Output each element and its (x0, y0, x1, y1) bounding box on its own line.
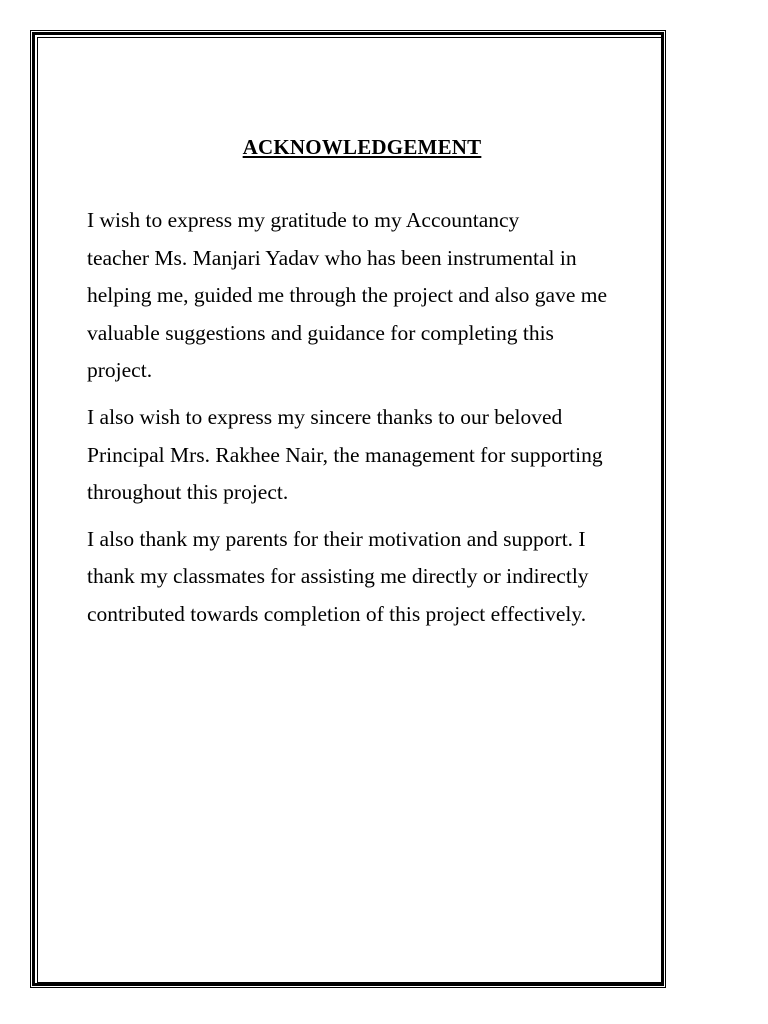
text-line: project. (87, 358, 153, 383)
page-title: ACKNOWLEDGEMENT (242, 135, 482, 159)
text-line: I wish to express my gratitude to my Accountancy (87, 208, 520, 232)
text-line: thank my classmates for assisting me directly or indirectly (87, 564, 589, 589)
document-body (87, 202, 659, 643)
text-line: I also wish to express my sincere thanks to our beloved (87, 404, 563, 429)
paragraph-3 (87, 521, 659, 634)
paragraph-1 (87, 202, 659, 390)
text-line: contributed towards completion of this project effectively. (87, 601, 587, 626)
text-line: helping me, guided me through the project and also gave me (87, 283, 608, 308)
text-line: valuable suggestions and guidance for completing this (87, 320, 554, 345)
paragraph-2 (87, 399, 659, 512)
text-line: I also thank my parents for their motivation and support. I (87, 526, 586, 551)
text-line: throughout this project. (87, 480, 289, 505)
text-line: Principal Mrs. Rakhee Nair, the management for supporting (87, 442, 603, 467)
text-line: teacher Ms. Manjari Yadav who has been instrumental in (87, 245, 577, 270)
